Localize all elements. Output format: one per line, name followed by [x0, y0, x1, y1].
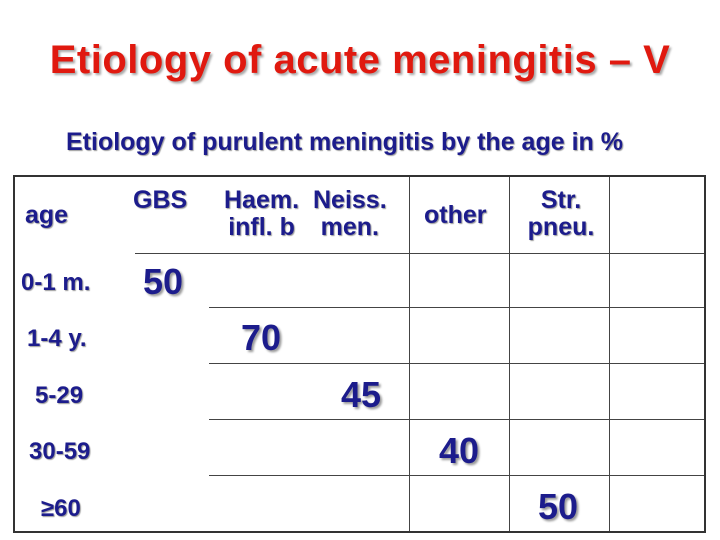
header-gbs: GBS [133, 186, 188, 214]
table-column-divider [509, 177, 510, 531]
row-label-age: 5-29 [35, 382, 84, 409]
cell-value: 70 [241, 317, 282, 358]
table-row-divider [209, 419, 704, 420]
row-label-age: 0-1 m. [21, 269, 91, 296]
cell-value: 50 [143, 261, 184, 302]
header-neiss [313, 187, 387, 241]
row-label-age: ≥60 [41, 495, 81, 522]
table-row-divider [209, 307, 704, 308]
row-label-age: 1-4 y. [27, 325, 87, 352]
cell-value: 45 [341, 374, 382, 415]
header-str-line1: Str. [540, 186, 582, 214]
header-age: age [25, 201, 69, 229]
table-column-divider [609, 177, 610, 531]
table-column-divider [409, 177, 410, 531]
header-neiss-line2: men. [320, 213, 380, 241]
cell-value: 40 [439, 430, 480, 471]
header-other: other [424, 201, 487, 229]
cell-value: 50 [538, 486, 579, 527]
header-haem-line1: Haem. [224, 186, 300, 214]
row-label-age: 30-59 [29, 438, 91, 465]
header-str [519, 187, 603, 241]
header-haem-line2: infl. b [228, 213, 295, 241]
table-row-divider [209, 363, 704, 364]
table-row-divider [135, 253, 704, 254]
header-neiss-line1: Neiss. [313, 186, 387, 214]
table-caption: Etiology of purulent meningitis by the age in % [66, 128, 623, 156]
slide-title: Etiology of acute meningitis – V [49, 38, 671, 82]
table-row-divider [209, 475, 704, 476]
etiology-table [13, 175, 706, 533]
header-haem [224, 187, 299, 241]
header-str-line2: pneu. [527, 213, 595, 241]
